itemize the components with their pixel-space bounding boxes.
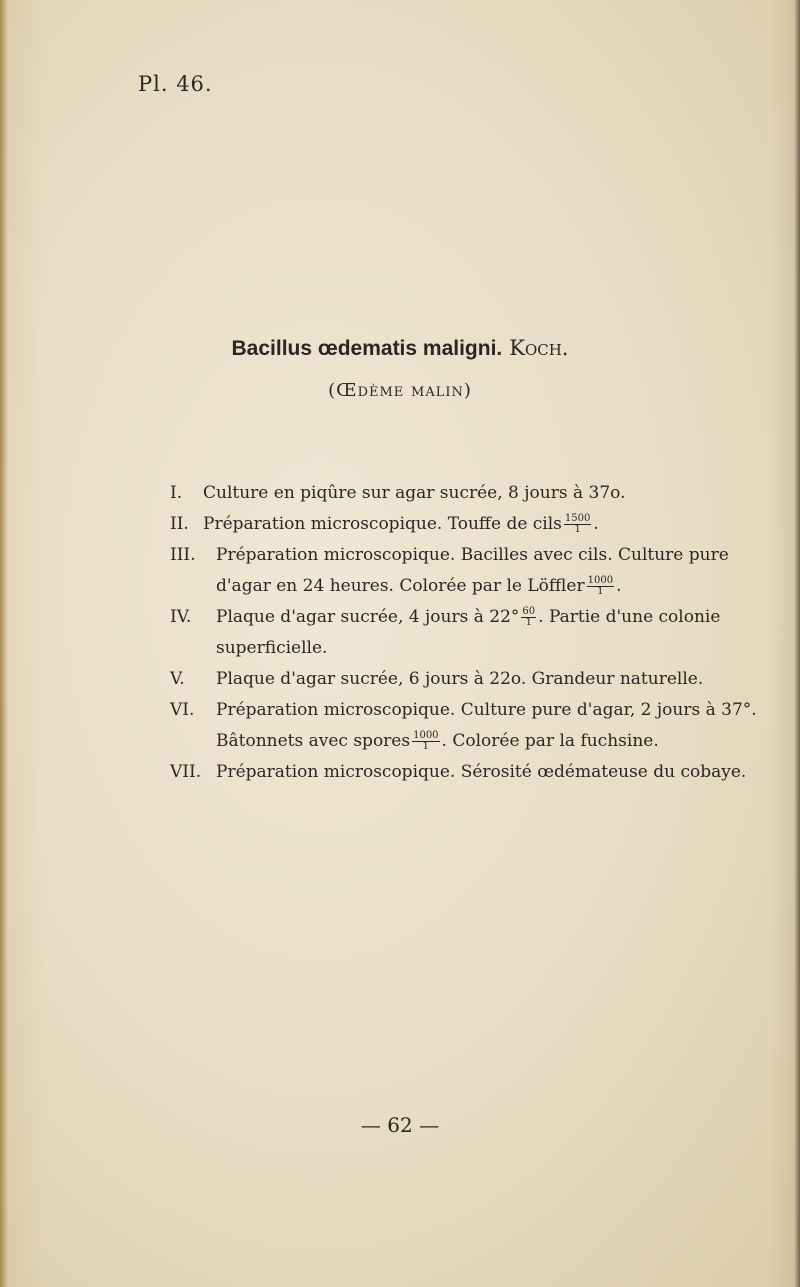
magnification-fraction: $\frac{1000}{1}$ — [413, 730, 439, 752]
legend-item: II. Préparation microscopique. Touffe de cils $\frac{1500}{1}$ . — [170, 509, 760, 540]
figure-legend — [170, 478, 760, 788]
page-binding-edge — [0, 0, 8, 1287]
item-text: Plaque d'agar sucrée, 6 jours à 22o. Grandeur naturelle. — [216, 669, 704, 689]
legend-item — [170, 478, 760, 509]
legend-item — [170, 664, 760, 695]
item-number: II. — [170, 514, 189, 534]
item-text: Préparation microscopique. Bacilles avec cils. Culture pure d'agar en 24 heures. Colorée par le Löffler — [216, 545, 729, 596]
legend-item: VI. Préparation microscopique. Culture pure d'agar, 2 jours à 37°. Bâtonnets avec spores $\frac{1000}{1}$ . Colorée par la fuchsine. — [170, 695, 760, 757]
item-text: Préparation microscopique. Culture pure d'agar, 2 jours à 37°. Bâtonnets avec spores — [216, 700, 757, 751]
item-number: IV. — [170, 607, 192, 627]
item-text: Culture en piqûre sur agar sucrée, 8 jours à 37o. — [203, 483, 626, 503]
item-number: VII. — [170, 762, 202, 782]
author-name: Koch. — [509, 336, 569, 360]
item-number: VI. — [170, 700, 195, 720]
legend-item: IV. Plaque d'agar sucrée, 4 jours à 22° $\frac{60}{1}$ . Partie d'une colonie superficielle. — [170, 602, 760, 664]
legend-item — [170, 757, 760, 788]
item-number: I. — [170, 483, 183, 503]
magnification-fraction: $\frac{1500}{1}$ — [564, 513, 591, 535]
item-text: Plaque d'agar sucrée, 4 jours à 22° — [216, 607, 520, 627]
legend-item: III. Préparation microscopique. Bacilles avec cils. Culture pure d'agar en 24 heures. Colorée par le Löffler $\frac{1000}{1}$ . — [170, 540, 760, 602]
page-title — [0, 336, 800, 361]
item-text: Préparation microscopique. Touffe de cils — [203, 514, 562, 534]
plate-number: Pl. 46. — [138, 72, 213, 96]
page-number: — 62 — — [360, 1113, 440, 1137]
species-name: Bacillus œdematis maligni. — [231, 337, 503, 360]
item-text: Préparation microscopique. Sérosité œdémateuse du cobaye. — [216, 762, 747, 782]
item-number: III. — [170, 545, 196, 565]
magnification-fraction: $\frac{1000}{1}$ — [587, 575, 614, 597]
page-subtitle: (Œdème malin) — [328, 380, 472, 401]
magnification-fraction: $\frac{60}{1}$ — [522, 606, 536, 628]
item-number: V. — [170, 669, 185, 689]
page-right-edge — [794, 0, 800, 1287]
